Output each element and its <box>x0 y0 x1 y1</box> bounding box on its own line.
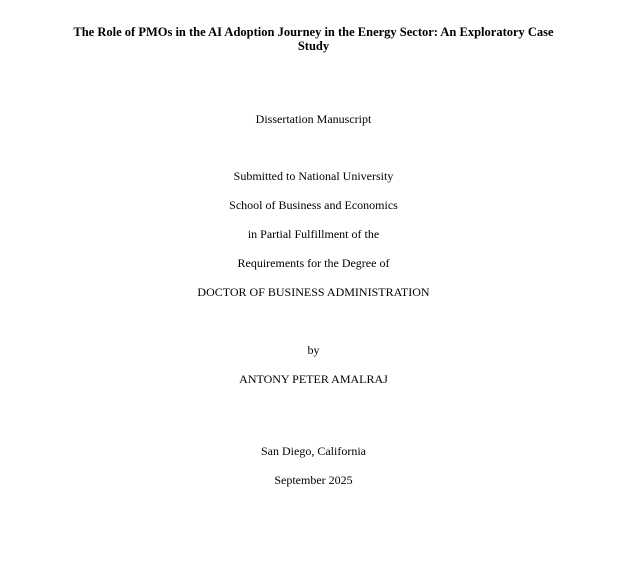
partial-fulfillment: in Partial Fulfillment of the <box>247 227 380 241</box>
degree-requirements: Requirements for the Degree of <box>237 256 390 270</box>
submission-date: September 2025 <box>274 473 353 487</box>
location: San Diego, California <box>261 444 366 458</box>
submitted-to: Submitted to National University <box>233 169 394 183</box>
manuscript-type: Dissertation Manuscript <box>255 112 372 126</box>
dissertation-title-line-2: Study <box>297 39 330 53</box>
dissertation-title-line-1: The Role of PMOs in the AI Adoption Journey in the Energy Sector: An Exploratory Case <box>73 25 554 39</box>
school-name: School of Business and Economics <box>229 198 398 212</box>
author-name: ANTONY PETER AMALRAJ <box>239 372 388 386</box>
by-label: by <box>307 343 320 357</box>
degree-name: DOCTOR OF BUSINESS ADMINISTRATION <box>197 285 430 299</box>
